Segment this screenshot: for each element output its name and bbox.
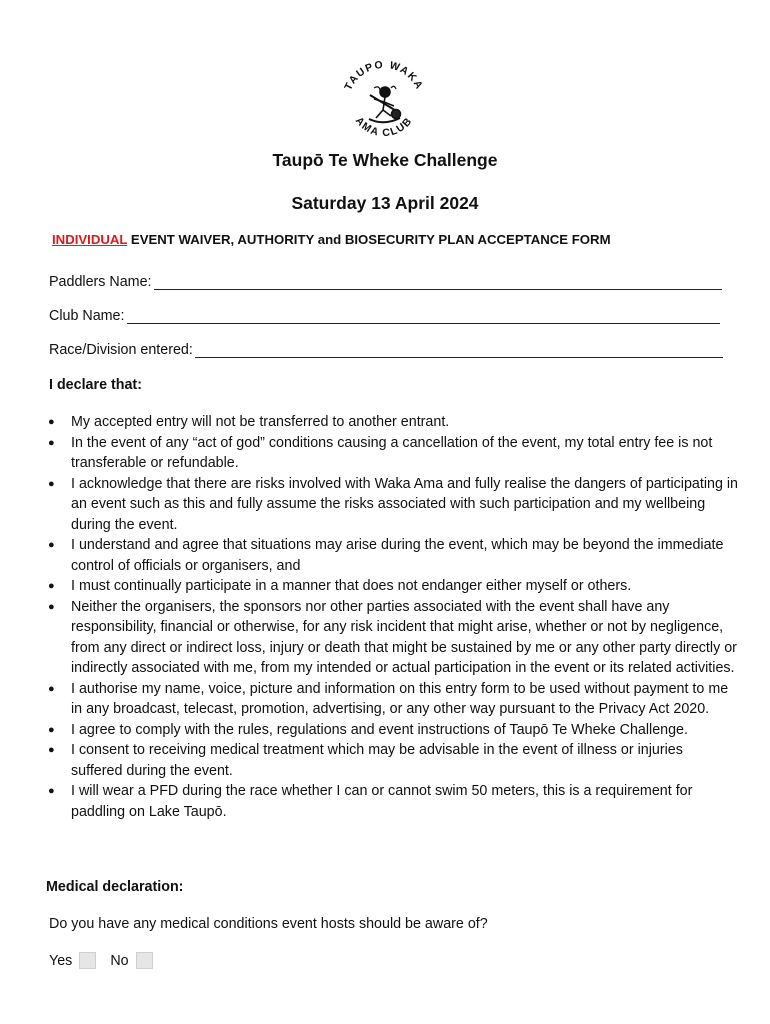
bullet-icon: ● [48, 436, 55, 449]
form-heading-highlight: INDIVIDUAL [52, 232, 128, 247]
club-name-field[interactable] [49, 308, 720, 324]
yes-checkbox[interactable] [79, 952, 96, 969]
declaration-list [48, 412, 738, 822]
paddler-name-line[interactable] [154, 275, 722, 290]
bullet-icon: ● [48, 682, 55, 695]
declaration-item: ● I agree to comply with the rules, regulations and event instructions of Taupō Te Wheke Challenge. [48, 720, 738, 741]
event-title: Taupō Te Wheke Challenge [272, 150, 498, 170]
medical-answer-group [49, 952, 153, 969]
declaration-item: ● I authorise my name, voice, picture and information on this entry form to be used without payment to me in any broadcast, telecast, promotion, advertising, or any other way pursuant to the Privacy Act 2020. [48, 680, 729, 717]
no-checkbox[interactable] [136, 952, 153, 969]
event-date: Saturday 13 April 2024 [291, 193, 479, 213]
club-name-line[interactable] [127, 309, 720, 324]
declaration-item: ● In the event of any “act of god” conditions causing a cancellation of the event, my total entry fee is not transferable or refundable. [48, 434, 713, 471]
bullet-icon: ● [48, 580, 55, 592]
declaration-item: ● I understand and agree that situations may arise during the event, which may be beyond the immediate control of officials or organisers, and [48, 537, 724, 574]
logo-top-text: TAUPO WAKA [342, 58, 426, 93]
yes-label: Yes [49, 952, 73, 969]
bullet-icon: ● [48, 477, 55, 490]
bullet-icon: ● [48, 723, 55, 736]
form-heading-rest: EVENT WAIVER, AUTHORITY and BIOSECURITY PLAN ACCEPTANCE FORM [127, 232, 611, 247]
logo-figure-icon [369, 86, 401, 122]
svg-text:AMA CLUB [353, 115, 415, 140]
bullet-icon: ● [48, 416, 55, 428]
declaration-item: ● Neither the organisers, the sponsors nor other parties associated with the event shall have any responsibility, financial or otherwise, for any risk incident that might arise, whether or not by negligence, from any direct or indirect loss, injury or death that might be sustained by me or any other party directly or indirectly associated with me, from my intended or actual participation in the event or its related activities. [48, 598, 737, 676]
paddler-name-field[interactable] [49, 274, 722, 290]
paddler-name-label: Paddlers Name: [49, 274, 152, 290]
bullet-icon: ● [48, 539, 55, 551]
race-division-label: Race/Division entered: [49, 342, 193, 358]
declaration-item: ● I will wear a PFD during the race whether I can or cannot swim 50 meters, this is a requirement for paddling on Lake Taupō. [48, 783, 693, 820]
race-division-field[interactable] [49, 342, 723, 358]
bullet-icon: ● [48, 785, 55, 797]
club-name-label: Club Name: [49, 308, 125, 324]
logo-bottom-text: AMA CLUB [352, 114, 416, 140]
declaration-item: ● I must continually participate in a manner that does not endanger either myself or others. [48, 576, 738, 597]
bullet-icon: ● [48, 600, 55, 613]
medical-question: Do you have any medical conditions event hosts should be aware of? [49, 916, 488, 932]
declaration-item: ● I acknowledge that there are risks involved with Waka Ama and fully realise the dangers of participating in an event such as this and fully assume the risks associated with such participation and my wellbeing during the event. [48, 475, 739, 533]
form-heading [52, 232, 611, 247]
race-division-line[interactable] [195, 343, 723, 358]
medical-heading: Medical declaration: [46, 879, 184, 895]
club-logo [336, 52, 432, 148]
declaration-heading: I declare that: [49, 377, 142, 393]
declaration-item: ● My accepted entry will not be transferred to another entrant. [48, 412, 738, 433]
no-label: No [110, 952, 129, 969]
declaration-item: ● I consent to receiving medical treatment which may be advisable in the event of illness or injuries suffered during the event. [48, 742, 683, 779]
bullet-icon: ● [48, 744, 55, 756]
